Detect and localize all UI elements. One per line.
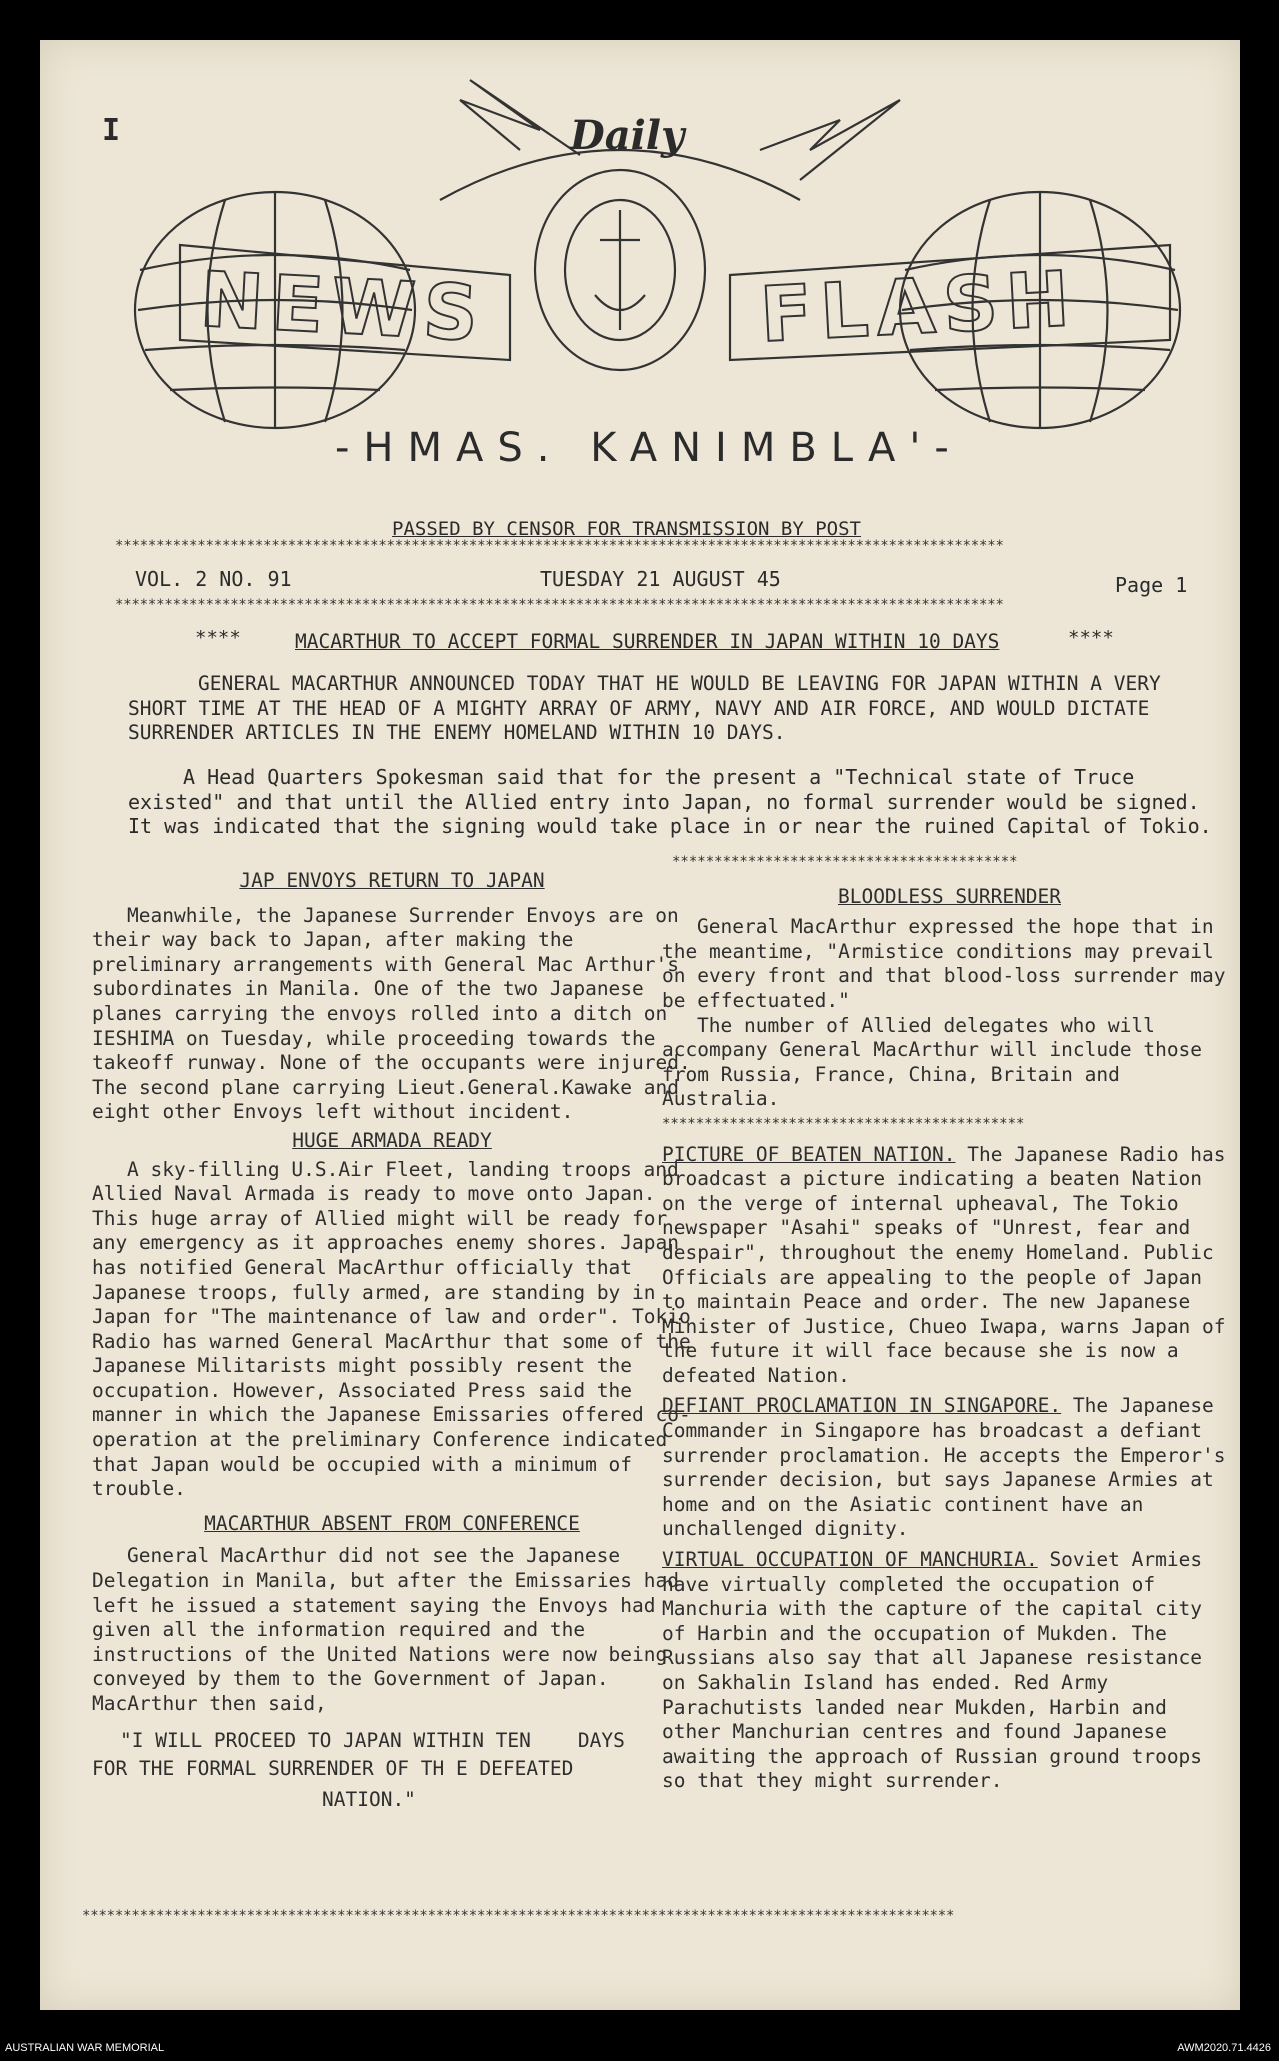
article-paragraph: General MacArthur expressed the hope that in the meantime, "Armistice conditions may prevail on every front and that blood-loss surrender may be effectuated."	[662, 915, 1226, 1012]
divider-stars: ************************************************************************************************************	[115, 538, 1004, 554]
section-heading: DEFIANT PROCLAMATION IN SINGAPORE.	[662, 1394, 1062, 1418]
article-paragraph: The Japanese Commander in Singapore has broadcast a defiant surrender proclamation. He accepts the Emperor's surrender decision, but says Japanese Armies at home and on the Asiatic continent have an unchallenged dignity.	[662, 1394, 1226, 1541]
headline-stars-right: ****	[1068, 627, 1114, 649]
quote-line: "I WILL PROCEED TO JAPAN WITHIN TEN DAYS	[120, 1728, 625, 1752]
article-paragraph: Soviet Armies have virtually completed the occupation of Manchuria with the capture of the capital city of Harbin and the occupation of Mukden. The Russians also say that all Japanese resistance on Sakhalin Island has ended. Red Army Parachutists landed near Mukden, Harbin and other Manchurian centres and found Japanese awaiting the approach of Russian ground troops so that they might surrender.	[662, 1548, 1203, 1793]
headline-stars-left: ****	[195, 627, 241, 649]
archive-credit: AUSTRALIAN WAR MEMORIAL	[5, 2042, 165, 2054]
section-heading: PICTURE OF BEATEN NATION.	[662, 1142, 956, 1166]
quote-line: NATION."	[322, 1787, 416, 1811]
bottom-divider-stars: **********************************************************************************************************	[82, 1908, 955, 1924]
section-heading: MACARTHUR ABSENT FROM CONFERENCE	[204, 1511, 580, 1535]
section-heading: JAP ENVOYS RETURN TO JAPAN	[239, 869, 545, 892]
left-lightning	[460, 80, 580, 155]
ship-name: -HMAS. KANIMBLA'-	[335, 425, 963, 471]
main-headline: MACARTHUR TO ACCEPT FORMAL SURRENDER IN JAPAN WITHIN 10 DAYS	[295, 630, 1000, 653]
section-heading: BLOODLESS SURRENDER	[837, 884, 1062, 908]
article-paragraph: The Japanese Radio has broadcast a picture indicating a beaten Nation on the verge of internal upheaval, The Tokio newspaper "Asahi" speaks of "Unrest, fear and despair", throughout the enemy Homeland. Public Officials are appealing to the people of Japan to maintain Peace and order. The new Japanese Minister of Justice, Chueo Iwapa, warns Japan of the future it will face because she is now a defeated Nation.	[662, 1142, 1226, 1387]
right-column	[662, 850, 1237, 1794]
article-paragraph: Meanwhile, the Japanese Surrender Envoys are on their way back to Japan, after making the preliminary arrangements with General Mac Arthur's subordinates in Manila. One of the two Japanese planes carrying the envoys rolled into a ditch on IESHIMA on Tuesday, while proceeding towards the takeoff runway. None of the occupants were injured. The second plane carrying Lieut.General.Kawake and eight other Envoys left without incident.	[92, 903, 691, 1124]
archive-footer	[0, 2038, 1279, 2061]
quote-line: FOR THE FORMAL SURRENDER OF TH E DEFEATED	[92, 1757, 574, 1781]
page-number: Page 1	[1115, 573, 1188, 597]
news-title: NEWS	[197, 254, 489, 359]
divider-stars: *****************************************	[672, 854, 1018, 870]
section-heading: VIRTUAL OCCUPATION OF MANCHURIA.	[662, 1548, 1038, 1572]
lead-paragraph-2: A Head Quarters Spokesman said that for the present a "Technical state of Truce existed" and that until the Allied entry into Japan, no formal surrender would be signed. It was indicated that the signing would take place in or near the ruined Capital of Tokio.	[128, 765, 1212, 838]
censor-notice: PASSED BY CENSOR FOR TRANSMISSION BY POST	[392, 518, 861, 540]
issue-date: TUESDAY 21 AUGUST 45	[540, 567, 781, 591]
page-marker: I	[102, 113, 121, 148]
article-paragraph: General MacArthur did not see the Japanese Delegation in Manila, but after the Emissaries had left he issued a statement saying the Envoys had given all the information required and the instructions of the United Nations were now being conveyed by them to the Government of Japan. MacArthur then said,	[92, 1544, 679, 1715]
lead-paragraph: GENERAL MACARTHUR ANNOUNCED TODAY THAT HE WOULD BE LEAVING FOR JAPAN WITHIN A VERY SHORT TIME AT THE HEAD OF A MIGHTY ARRAY OF ARMY, NAVY AND AIR FORCE, AND WOULD DICTATE SURRENDER ARTICLES IN THE ENEMY HOMELAND WITHIN 10 DAYS.	[128, 672, 1161, 744]
flash-title: FLASH	[757, 253, 1080, 360]
divider-stars: ************************************************************************************************************	[115, 597, 1004, 613]
right-lightning	[760, 100, 900, 180]
newsletter-page	[40, 40, 1240, 2010]
archive-id: AWM2020.71.4426	[1177, 2042, 1271, 2054]
article-paragraph: The number of Allied delegates who will accompany General MacArthur will include those from Russia, France, China, Britain and Australia.	[662, 1013, 1203, 1111]
daily-label: Daily	[570, 112, 685, 159]
divider-stars: *******************************************	[662, 1115, 1025, 1132]
section-heading: HUGE ARMADA READY	[292, 1128, 492, 1152]
left-column	[92, 865, 692, 1812]
volume-number: VOL. 2 NO. 91	[135, 567, 292, 591]
article-paragraph: A sky-filling U.S.Air Fleet, landing troops and Allied Naval Armada is ready to move onto Japan. This huge array of Allied might will be ready for any emergency as it approaches enemy shores. Japan has notified General MacArthur officially that Japanese troops, fully armed, are standing by in Japan for "The maintenance of law and order". Tokio Radio has warned General MacArthur that some of the Japanese Militarists might possibly resent the occupation. However, Associated Press said the manner in which the Japanese Emissaries offered co-operation at the preliminary Conference indicated that Japan would be occupied with a minimum of trouble.	[92, 1157, 691, 1501]
